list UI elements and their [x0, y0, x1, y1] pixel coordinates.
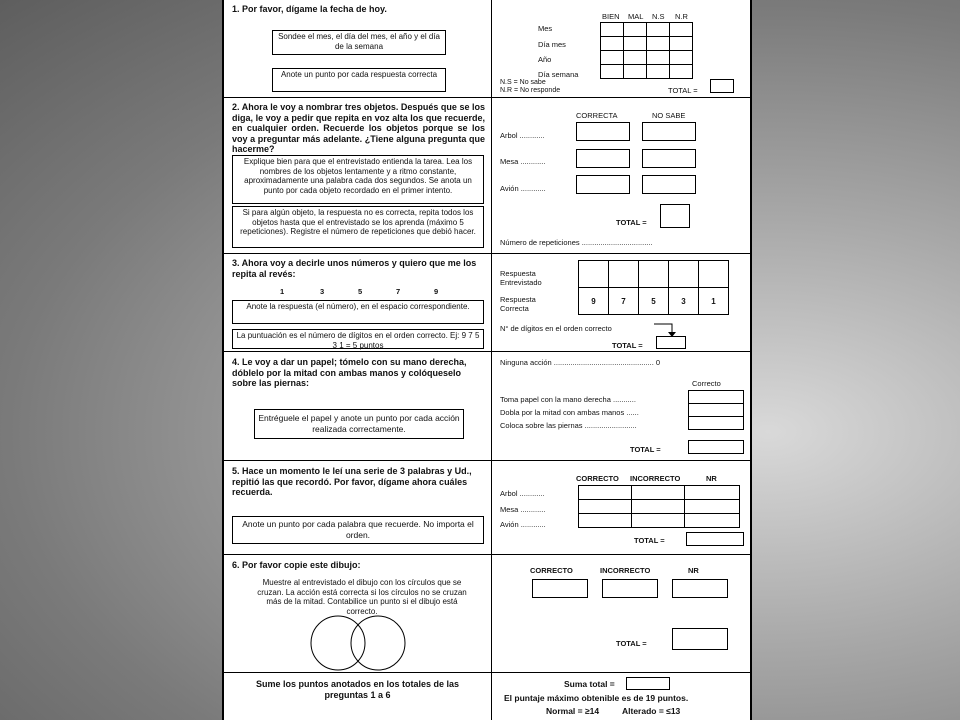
q4-no-action: Ninguna acción ................................................ 0: [500, 358, 661, 367]
q5-item-avion: Avión ............: [500, 520, 546, 529]
q4-title: 4. Le voy a dar un papel; tómelo con su mano derecha, dóblelo por la mitad con ambas manos y colóqueselo sobre las piernas:: [232, 357, 467, 388]
question-5: [224, 461, 750, 555]
q1-total-label: TOTAL =: [668, 86, 698, 95]
q2-mesa-correcta[interactable]: [576, 149, 630, 168]
q5-total-label: TOTAL =: [634, 536, 665, 545]
q1-col-ns: N.S: [652, 12, 665, 21]
q1-col-bien: BIEN: [602, 12, 620, 21]
q5-total-box[interactable]: [686, 532, 744, 546]
q3-digits-label: N° de dígitos en el orden correcto: [500, 324, 612, 333]
q5-col-correcto: CORRECTO: [576, 474, 619, 483]
q2-repetitions: Número de repeticiones ..................................: [500, 238, 653, 247]
q5-instruction-box: Anote un punto por cada palabra que recuerde. No importa el orden.: [232, 516, 484, 544]
q1-answer-grid[interactable]: [600, 22, 693, 79]
q2-col-correcta: CORRECTA: [576, 111, 618, 120]
q6-col-nr: NR: [688, 566, 699, 575]
q5-col-nr: NR: [706, 474, 717, 483]
footer-altered: Alterado = ≤13: [622, 706, 681, 716]
q1-col-mal: MAL: [628, 12, 644, 21]
question-3: [224, 254, 750, 352]
q1-row-dia-semana: Día semana: [538, 70, 579, 79]
q2-avion-correcta[interactable]: [576, 175, 630, 194]
q2-instruction-box: Explique bien para que el entrevistado entienda la tarea. Lea los nombres de los objetos lentamente y a ritmo constante, aproximadamente una palabra cada dos segundos. Se anota un punto por cada objeto recordado en el primer intento.: [232, 155, 484, 204]
q3-correct-digit: 7: [609, 288, 639, 315]
q5-answer-grid[interactable]: [578, 485, 740, 528]
q3-label-response-2: Entrevistado: [500, 278, 542, 287]
q3-label-correct-2: Correcta: [500, 304, 529, 313]
q2-arbol-no-sabe[interactable]: [642, 122, 696, 141]
q2-total-box[interactable]: [660, 204, 690, 228]
q5-item-mesa: Mesa ............: [500, 505, 546, 514]
q3-correct-digit: 1: [699, 288, 729, 315]
question-6: [224, 555, 750, 673]
q5-title: 5. Hace un momento le leí una serie de 3 palabras y Ud., repitió las que recordó. Por favor, dígame ahora cuáles recuerda.: [232, 466, 472, 497]
q2-repeat-box: Si para algún objeto, la respuesta no es correcta, repita todos los objetos hasta que el entrevistado se los aprenda (máximo 5 repeticiones). Registre el número de repeticiones que debió hacer.: [232, 206, 484, 248]
q3-number-4: 7: [396, 287, 401, 296]
q4-item-take: Toma papel con la mano derecha ...........: [500, 395, 636, 404]
q1-scoring-box: Anote un punto por cada respuesta correcta: [272, 68, 446, 92]
q1-row-mes: Mes: [538, 24, 553, 33]
q3-instruction-box: Anote la respuesta (el número), en el espacio correspondiente.: [232, 300, 484, 324]
q6-col-correcto: CORRECTO: [530, 566, 573, 575]
question-2: [224, 98, 750, 254]
footer-sum-box[interactable]: [626, 677, 670, 690]
q4-item-place: Coloca sobre las piernas .........................: [500, 421, 637, 430]
footer-max-score: El puntaje máximo obtenible es de 19 puntos.: [504, 693, 689, 703]
footer-sum-instruction: Sume los puntos anotados en los totales de las preguntas 1 a 6: [255, 679, 460, 700]
question-1: [224, 0, 750, 98]
q2-col-no-sabe: NO SABE: [652, 111, 686, 120]
q4-item-fold: Dobla por la mitad con ambas manos ......: [500, 408, 639, 417]
q4-total-label: TOTAL =: [630, 445, 661, 454]
q6-total-label: TOTAL =: [616, 639, 647, 648]
q4-answer-grid[interactable]: [688, 390, 744, 430]
q3-label-correct-1: Respuesta: [500, 295, 536, 304]
q6-instruction-text: Muestre al entrevistado el dibujo con los círculos que se cruzan. La acción está correcta si los círculos no se cruzan más de la mitad. Contabilice un punto si el dibujo está correcto.: [257, 578, 467, 616]
q2-avion-no-sabe[interactable]: [642, 175, 696, 194]
q1-legend-nr: N.R = No responde: [500, 87, 561, 94]
q2-item-arbol: Arbol ............: [500, 131, 545, 140]
q3-total-label: TOTAL =: [612, 341, 643, 350]
q2-title: 2. Ahora le voy a nombrar tres objetos. Después que se los diga, le voy a pedir que repita en voz alta los que recuerde, en cualquier orden. Recuerde los objetos porque se los voy a preguntar más adelante. ¿Tiene alguna pregunta que hacerme?: [232, 102, 485, 154]
q6-correcto-box[interactable]: [532, 579, 588, 598]
q3-number-1: 1: [280, 287, 285, 296]
score-summary: [224, 673, 750, 720]
question-4: [224, 352, 750, 461]
q1-legend-ns: N.S = No sabe: [500, 79, 546, 86]
q6-title: 6. Por favor copie este dibujo:: [232, 560, 361, 570]
footer-sum-label: Suma total =: [564, 679, 615, 689]
q3-number-5: 9: [434, 287, 439, 296]
q2-item-avion: Avión ............: [500, 184, 546, 193]
q3-correct-digit: 9: [579, 288, 609, 315]
q5-item-arbol: Arbol ............: [500, 489, 545, 498]
q3-sequence-grid[interactable]: [578, 260, 729, 315]
q6-nr-box[interactable]: [672, 579, 728, 598]
q4-total-box[interactable]: [688, 440, 744, 454]
q1-title: 1. Por favor, dígame la fecha de hoy.: [232, 4, 387, 14]
q6-total-box[interactable]: [672, 628, 728, 650]
q2-arbol-correcta[interactable]: [576, 122, 630, 141]
q3-total-box[interactable]: [656, 336, 686, 349]
q1-row-ano: Año: [538, 55, 552, 64]
q2-item-mesa: Mesa ............: [500, 157, 546, 166]
q3-title: 3. Ahora voy a decirle unos números y quiero que me los repita al revés:: [232, 258, 477, 279]
q2-mesa-no-sabe[interactable]: [642, 149, 696, 168]
q1-col-nr: N.R: [675, 12, 688, 21]
q6-incorrecto-box[interactable]: [602, 579, 658, 598]
q2-total-label: TOTAL =: [616, 218, 647, 227]
questionnaire-page: [222, 0, 752, 720]
q3-label-response-1: Respuesta: [500, 269, 536, 278]
q3-correct-digit: 3: [669, 288, 699, 315]
overlapping-circles-drawing: [298, 613, 418, 673]
q1-row-dia-mes: Día mes: [538, 40, 566, 49]
q3-number-2: 3: [320, 287, 325, 296]
q3-number-3: 5: [358, 287, 363, 296]
footer-normal: Normal = ≥14: [546, 706, 600, 716]
q5-col-incorrecto: INCORRECTO: [630, 474, 681, 483]
q1-total-box[interactable]: [710, 79, 734, 93]
q3-scoring-box: La puntuación es el número de dígitos en el orden correcto. Ej: 9 7 5 3 1 = 5 puntos: [232, 329, 484, 349]
q3-correct-digit: 5: [639, 288, 669, 315]
q6-col-incorrecto: INCORRECTO: [600, 566, 651, 575]
q1-instruction-box: Sondee el mes, el día del mes, el año y el día de la semana: [272, 30, 446, 55]
q4-instruction-box: Entréguele el papel y anote un punto por cada acción realizada correctamente.: [254, 409, 464, 439]
q4-col-correcto: Correcto: [692, 379, 721, 388]
